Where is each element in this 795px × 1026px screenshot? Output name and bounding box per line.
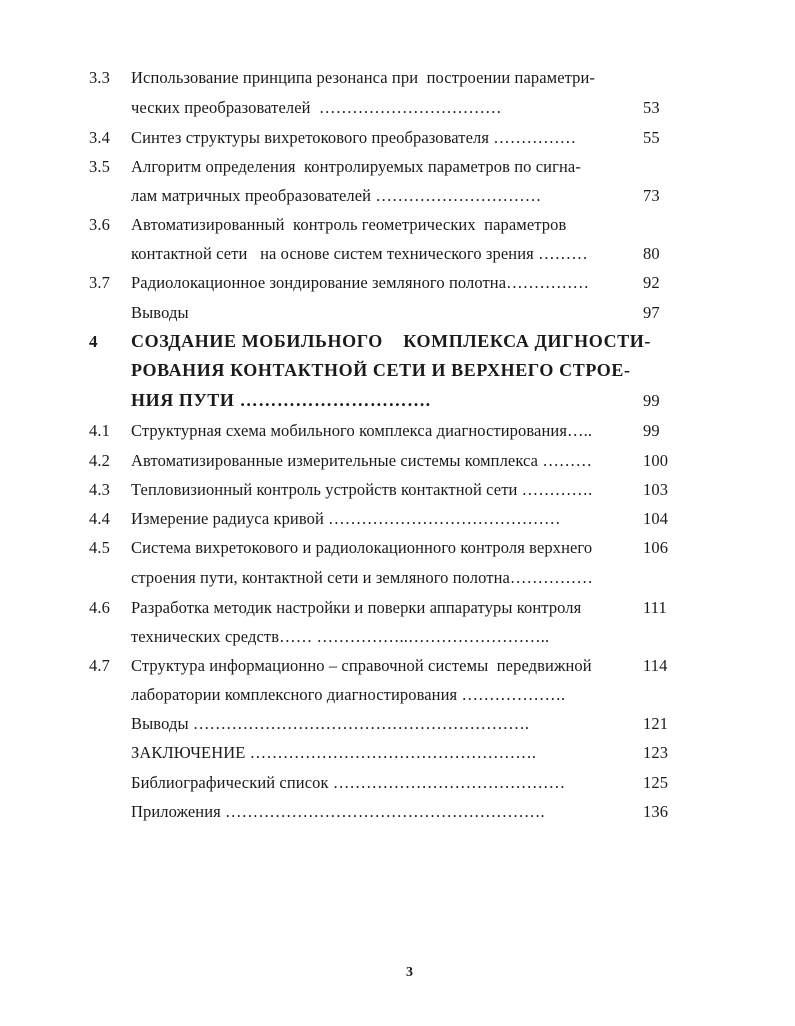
toc-entry-number: 3.7 [89,273,110,292]
toc-entry-page: 136 [643,802,669,821]
toc-entry-title: Система вихретокового и радиолокационного контроля верхнего [131,538,593,557]
toc-entry-title-continued: контактной сети на основе систем технического зрения ……… [131,244,588,263]
toc-entry-page: 106 [643,538,669,557]
toc-entry-page: 123 [643,743,669,762]
toc-entry-page: 80 [643,244,660,263]
toc-entry-number: 3.5 [89,157,110,176]
toc-entry-number: 4.2 [89,451,110,470]
page-number: 3 [406,965,413,980]
toc-entry-page: 104 [643,509,669,528]
toc-entry-title: Радиолокационное зондирование земляного полотна…………… [131,273,590,292]
toc-entry-number: 4.1 [89,421,110,440]
toc-entry-title: Структура информационно – справочной системы передвижной [131,656,592,675]
toc-entry-page: 121 [643,714,669,733]
toc-entry-title: Библиографический список …………………………………… [131,773,566,792]
toc-entry-page: 125 [643,773,669,792]
toc-entry-number: 3.6 [89,215,110,234]
toc-entry-page: 103 [643,480,669,499]
toc-entry-page: 73 [643,186,660,205]
toc-entry-number: 3.3 [89,68,110,87]
toc-entry-title: ЗАКЛЮЧЕНИЕ ……………………………………………. [131,743,537,762]
toc-entry-page: 55 [643,128,660,147]
toc-entry-page: 100 [643,451,669,470]
toc-entry-number: 4.4 [89,509,110,528]
toc-entry-title-continued: лаборатории комплексного диагностирования ………………. [131,685,566,704]
toc-entry-page: 99 [643,421,660,440]
toc-entry-title-continued: ческих преобразователей …………………………… [131,98,502,117]
toc-entry-page: 114 [643,656,668,675]
toc-entry-page: 97 [643,303,660,322]
toc-chapter-title: СОЗДАНИЕ МОБИЛЬНОГО КОМПЛЕКСА ДИГНОСТИ- [131,331,651,351]
toc-entry-page: 99 [643,391,660,410]
toc-entry-page: 92 [643,273,660,292]
toc-entry-title: Разработка методик настройки и поверки аппаратуры контроля [131,598,582,617]
toc-entry-title: Выводы [131,303,189,322]
toc-chapter-number: 4 [89,332,98,351]
toc-entry-page: 53 [643,98,660,117]
toc-entry-title-continued: технических средств…… ……………..…………………….. [131,627,550,646]
toc-entry-title: Алгоритм определения контролируемых параметров по сигна- [131,157,581,176]
toc-chapter-title-continued: НИЯ ПУТИ …………………………. [131,390,431,410]
toc-entry-title: Автоматизированный контроль геометрических параметров [131,215,567,234]
toc-entry-title: Использование принципа резонанса при построении параметри- [131,68,596,87]
toc-chapter-title-continued: РОВАНИЯ КОНТАКТНОЙ СЕТИ И ВЕРХНЕГО СТРОЕ- [131,360,631,380]
toc-entry-number: 4.6 [89,598,110,617]
toc-entry-page: 111 [643,598,667,617]
toc-entry-title: Структурная схема мобильного комплекса диагностирования….. [131,421,593,440]
toc-entry-title: Автоматизированные измерительные системы комплекса ……… [131,451,593,470]
toc-entry-number: 3.4 [89,128,110,147]
toc-entry-title-continued: строения пути, контактной сети и земляного полотна…………… [131,568,593,587]
toc-entry-title: Тепловизионный контроль устройств контактной сети …………. [131,480,593,499]
toc-entry-title: Приложения …………………………………………………. [131,802,545,821]
toc-entry-number: 4.3 [89,480,110,499]
toc-entry-title: Измерение радиуса кривой …………………………………… [131,509,561,528]
toc-entry-title: Синтез структуры вихретокового преобразователя …………… [131,128,577,147]
toc-entry-number: 4.7 [89,656,110,675]
toc-entry-title: Выводы ……………………………………………………. [131,714,530,733]
toc-entry-number: 4.5 [89,538,110,557]
toc-entry-title-continued: лам матричных преобразователей ………………………… [131,186,542,205]
